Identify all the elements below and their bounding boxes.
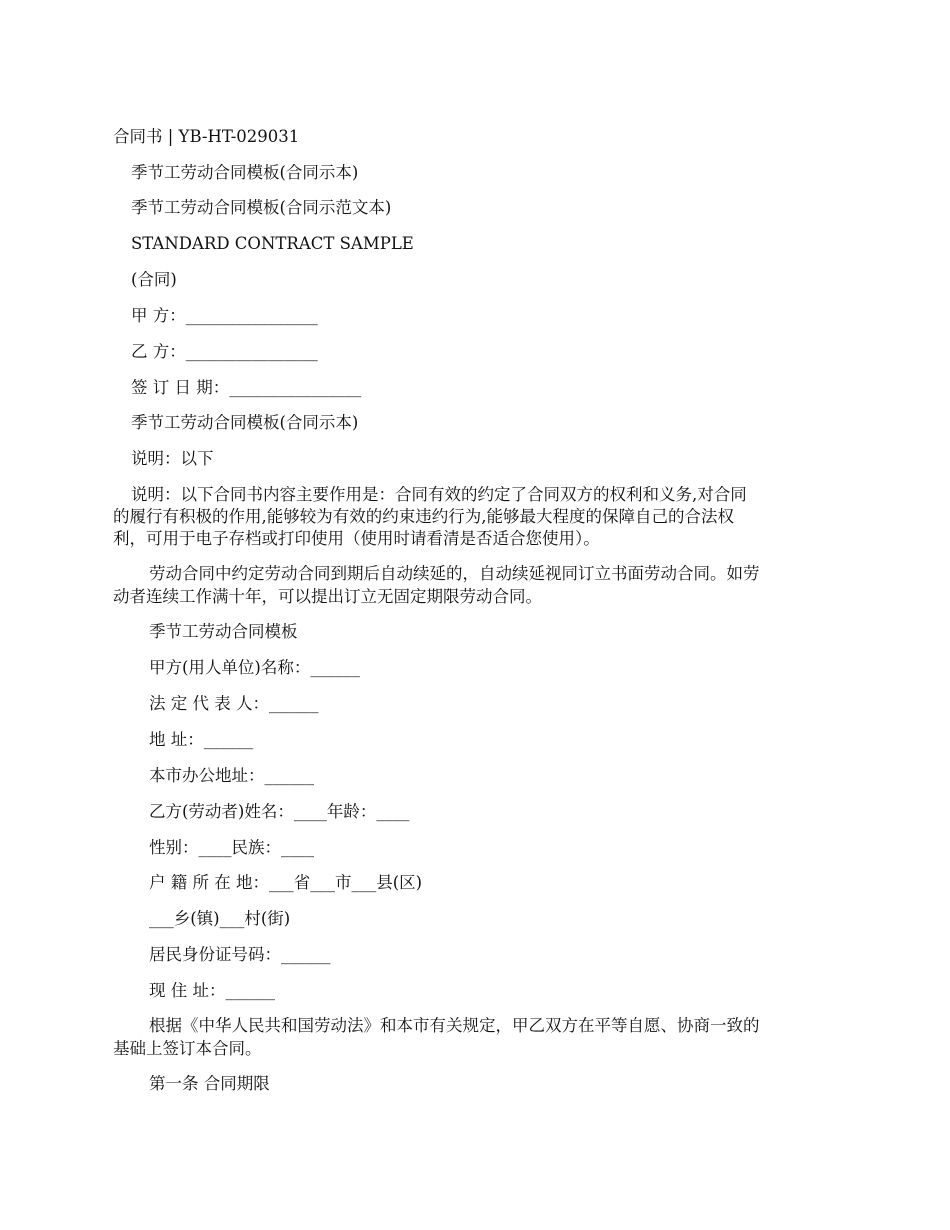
note-line-3: 利，可用于电子存档或打印使用（使用时请看清是否适合您使用）。 xyxy=(113,529,600,548)
cover-doc-type: (合同) xyxy=(131,270,177,289)
intro-line-2: 动者连续工作满十年，可以提出订立无固定期限劳动合同。 xyxy=(113,587,542,606)
office-address-field: 本市办公地址：______ xyxy=(149,766,314,785)
id-number-field: 居民身份证号码：______ xyxy=(149,945,331,964)
party-a-field: 甲 方：________________ xyxy=(131,306,318,325)
note-line-1: 说明：以下合同书内容主要作用是：合同有效的约定了合同双方的权利和义务,对合同 xyxy=(131,485,747,504)
party-b-field: 乙 方：________________ xyxy=(131,342,318,361)
current-address-field: 现 住 址：______ xyxy=(149,981,275,1000)
basis-line-2: 基础上签订本合同。 xyxy=(113,1039,262,1058)
cover-title: 季节工劳动合同模板(合同示本) xyxy=(131,163,359,182)
legal-rep-field: 法 定 代 表 人：______ xyxy=(149,694,319,713)
basis-line-1: 根据《中华人民共和国劳动法》和本市有关规定，甲乙双方在平等自愿、协商一致的 xyxy=(149,1016,760,1035)
cover-subtitle: 季节工劳动合同模板(合同示范文本) xyxy=(131,198,392,217)
employee-name-age-field: 乙方(劳动者)姓名：____年龄：____ xyxy=(149,802,410,821)
article-1-heading: 第一条 合同期限 xyxy=(149,1074,270,1093)
cover-english-title: STANDARD CONTRACT SAMPLE xyxy=(131,234,414,253)
note-short: 说明：以下 xyxy=(131,449,214,468)
document-code: 合同书 | YB-HT-029031 xyxy=(113,127,300,146)
gender-ethnicity-field: 性别：____民族：____ xyxy=(149,838,314,857)
township-village-field: ___乡(镇)___村(街) xyxy=(149,909,291,928)
intro-line-1: 劳动合同中约定劳动合同到期后自动续延的，自动续延视同订立书面劳动合同。如劳 xyxy=(149,564,760,583)
employer-name-field: 甲方(用人单位)名称：______ xyxy=(149,658,360,677)
household-register-field: 户 籍 所 在 地：___省___市___县(区) xyxy=(149,873,423,892)
note-line-2: 的履行有积极的作用,能够较为有效的约束违约行为,能够最大程度的保障自己的合法权 xyxy=(113,507,734,526)
sign-date-field: 签 订 日 期：________________ xyxy=(131,378,362,397)
cover-title-repeat: 季节工劳动合同模板(合同示本) xyxy=(131,413,359,432)
address-field: 地 址：______ xyxy=(149,730,254,749)
template-title: 季节工劳动合同模板 xyxy=(149,622,298,641)
